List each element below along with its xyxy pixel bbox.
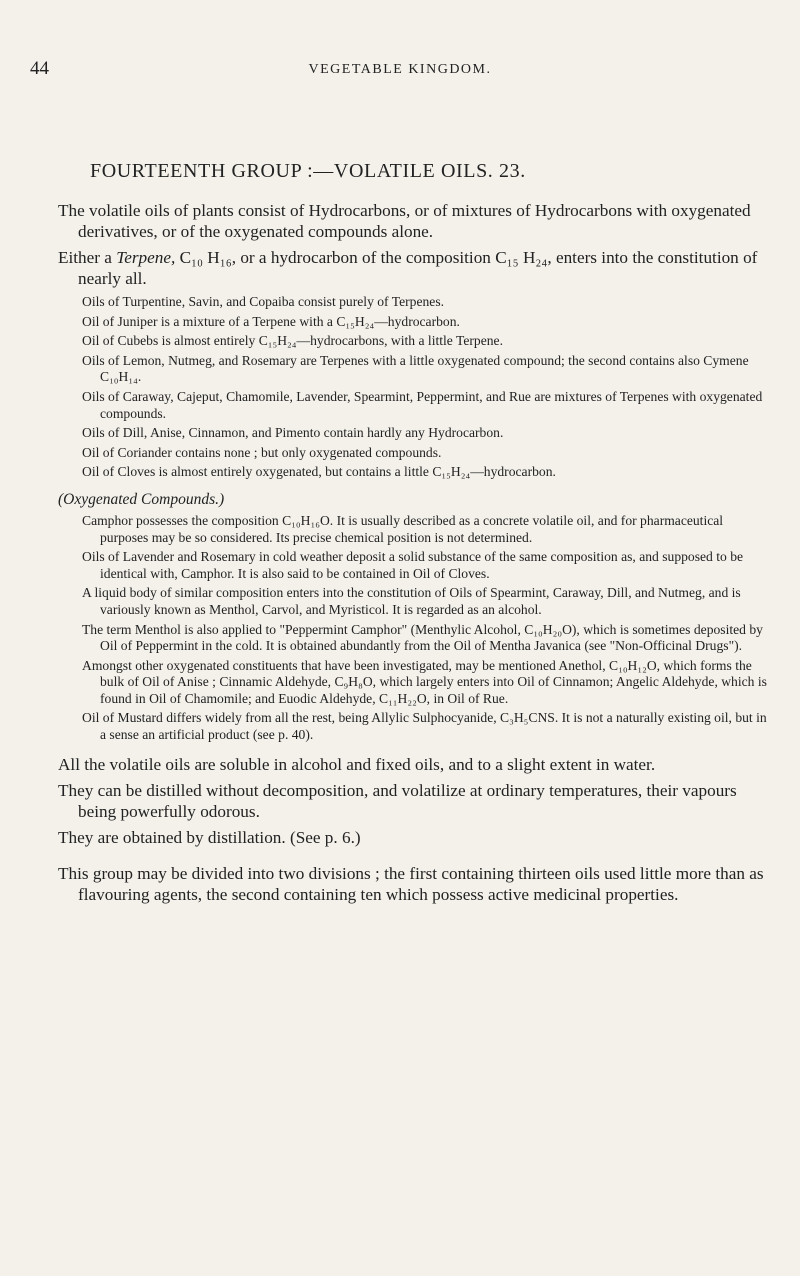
note-item: Amongst other oxygenated constituents that have been investigated, may be mentioned Anethol, C₁₀H₁₂O, which forms the bulk of Oil of Anise ; Cinnamic Aldehyde, C₉H₈O, which largely enters into Oil of Cinnamon; Angelic Aldehyde, which is found in Oil of Chamomile; and Euodic Aldehyde, C₁₁H₂₂O, in Oil of Rue. [82,657,767,706]
closing-paragraph: This group may be divided into two divisions ; the first containing thirteen oils used little more than as flavouring agents, the second containing ten which possess active medicinal properties. [58,863,764,904]
note-item: Oils of Turpentine, Savin, and Copaiba consist purely of Terpenes. [82,294,445,309]
oxygenated-notes [58,513,770,744]
note-item: The term Menthol is also applied to "Peppermint Camphor" (Menthylic Alcohol, C₁₀H₂₀O), which is sometimes deposited by Oil of Peppermint in the cold. It is obtained abundantly from the Oil of Mentha Javanica (see "Non-Officinal Drugs"). [82,621,763,654]
terpene-text-mid: or a hydrocarbon of the composition [236,248,496,267]
terpene-paragraph [58,247,770,289]
note-item: A liquid body of similar composition enters into the constitution of Oils of Spearmint, Caraway, Dill, and Nutmeg, and is variously known as Menthol, Carvol, and Myristicol. It is regarded as an alcohol. [82,585,741,617]
running-head: VEGETABLE KINGDOM. [308,62,492,77]
note-item: Oils of Lavender and Rosemary in cold weather deposit a solid substance of the same composition as, and supposed to be identical with, Camphor. It is also said to be contained in Oil of Cloves. [82,549,744,581]
sesquiterpene-formula: C₁₅ H₂₄, [495,248,552,267]
hydrocarbon-notes [58,294,770,481]
note-item: Oil of Coriander contains none ; but only oxygenated compounds. [82,444,442,460]
terpene-term: Terpene, [116,248,176,267]
page-body [58,200,770,910]
page-number: 44 [30,58,49,79]
closing-paragraph: All the volatile oils are soluble in alcohol and fixed oils, and to a slight extent in water. [58,754,656,774]
note-item: Oil of Cubebs is almost entirely C₁₅H₂₄—hydrocarbons, with a little Terpene. [82,333,503,349]
note-item: Oil of Mustard differs widely from all the rest, being Allylic Sulphocyanide, C₃H₅CNS. It is not a naturally existing oil, but in a sense an artificial product (see p. 40). [82,710,767,743]
note-item: Oils of Dill, Anise, Cinnamon, and Pimento contain hardly any Hydrocarbon. [82,425,504,441]
terpene-formula: C₁₀ H₁₆, [179,248,237,267]
terpene-text-pre: Either a [58,248,117,267]
note-item: Oil of Cloves is almost entirely oxygenated, but contains a little C₁₅H₂₄—hydrocarbon. [82,464,556,480]
note-item: Oils of Lemon, Nutmeg, and Rosemary are Terpenes with a little oxygenated compound; the second contains also Cymene C₁₀H₁₄. [82,352,749,385]
oxygenated-heading: (Oxygenated Compounds.) [58,490,225,508]
closing-paragraph: They can be distilled without decomposition, and volatilize at ordinary temperatures, their vapours being powerfully odorous. [58,780,737,821]
section-title: FOURTEENTH GROUP :—VOLATILE OILS. 23. [90,160,526,182]
note-item: Oils of Caraway, Cajeput, Chamomile, Lavender, Spearmint, Peppermint, and Rue are mixtures of Terpenes with oxygenated compounds. [82,388,763,421]
note-item: Camphor possesses the composition C₁₀H₁₆O. It is usually described as a concrete volatile oil, and for pharmaceutical purposes may be so considered. Its precise chemical position is not determined. [82,512,724,545]
terpene-text-post: enters into the constitution of nearly all. [78,248,758,288]
closing-paragraph: They are obtained by distillation. (See p. 6.) [58,827,361,847]
intro-paragraph: The volatile oils of plants consist of Hydrocarbons, or of mixtures of Hydrocarbons with oxygenated derivatives, or of the oxygenated compounds alone. [58,201,751,241]
note-item: Oil of Juniper is a mixture of a Terpene with a C₁₅H₂₄—hydrocarbon. [82,313,460,329]
